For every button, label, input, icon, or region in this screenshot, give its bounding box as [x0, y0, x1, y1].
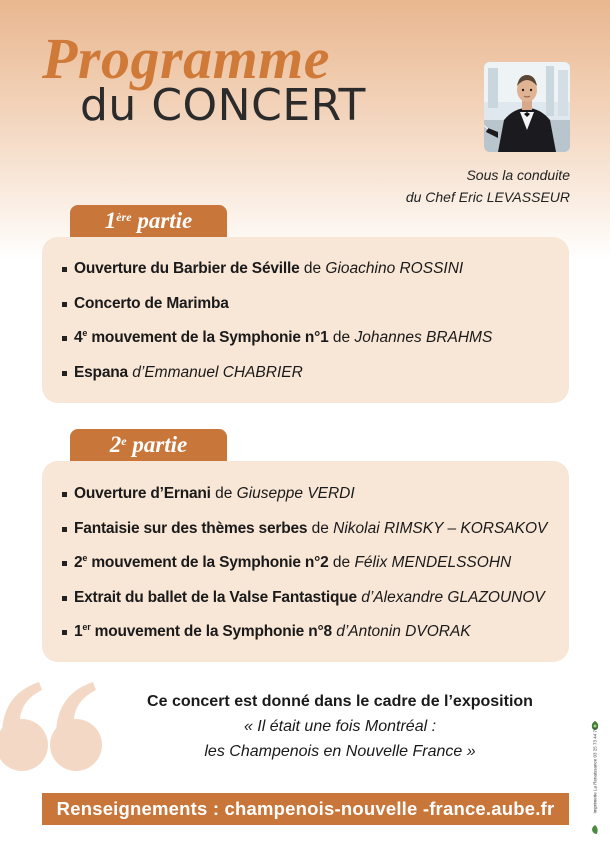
- conductor-photo-illustration: [484, 62, 570, 152]
- connector: de: [299, 260, 326, 277]
- printer-credit-text: Imprimerie La Renaissance 03 25 73 44 78: [592, 727, 598, 814]
- part2-list: [42, 461, 569, 650]
- conductor-note-line1: Sous la conduite: [466, 167, 570, 183]
- printer-credit: [585, 720, 605, 838]
- connector: de: [307, 519, 334, 537]
- conductor-photo: [484, 62, 570, 152]
- connector: de: [210, 485, 237, 502]
- part1-list: [42, 237, 569, 390]
- work-title: Ouverture d’Ernani: [74, 485, 211, 502]
- title-concert: [80, 80, 366, 131]
- part2-label-sup: e: [121, 434, 127, 448]
- exposition-text: [120, 689, 560, 764]
- conductor-note: [406, 164, 570, 208]
- work-sup: e: [82, 553, 88, 563]
- work-title: Concerto de Marimba: [74, 294, 229, 312]
- exposition-line1: Ce concert est donné dans le cadre de l’exposition: [147, 693, 533, 710]
- part2-box: [42, 461, 569, 662]
- info-banner: Renseignements : champenois-nouvelle -france.aube.fr: [42, 793, 569, 825]
- part2-item-4: [42, 581, 569, 616]
- work-number: 2: [74, 554, 83, 571]
- work-number: 4: [74, 329, 83, 346]
- work-rest: mouvement de la Symphonie n°1: [87, 329, 329, 346]
- exposition-line3: les Champenois en Nouvelle France »: [204, 743, 476, 760]
- quote-mark-icon: [0, 640, 104, 780]
- composer: Nikolai RIMSKY – KORSAKOV: [333, 519, 548, 537]
- recycle-leaf-icon: [590, 824, 600, 836]
- part1-item-1: [42, 252, 569, 287]
- title-programme: Programme: [42, 26, 331, 91]
- part2-label-number: 2: [109, 432, 122, 457]
- part1-label-word: partie: [131, 208, 193, 233]
- part2-item-1: [42, 477, 569, 512]
- part1-label: [70, 205, 227, 237]
- work-sup: e: [82, 328, 88, 338]
- work-title: Espana: [74, 363, 128, 381]
- work-rest: mouvement de la Symphonie n°2: [87, 554, 329, 571]
- composer: d’Alexandre GLAZOUNOV: [361, 588, 545, 606]
- work-title: Extrait du ballet de la Valse Fantastique: [74, 588, 357, 606]
- work-title: [74, 554, 329, 571]
- connector: de: [328, 554, 355, 571]
- work-number: 1: [74, 623, 83, 640]
- work-rest: mouvement de la Symphonie n°8: [90, 623, 332, 640]
- part1-label-sup: ère: [116, 210, 132, 224]
- connector: de: [328, 329, 355, 346]
- composer: d’Antonin DVORAK: [336, 623, 471, 640]
- part2-item-5: [42, 615, 569, 650]
- title-du: du: [80, 80, 137, 131]
- composer: Félix MENDELSSOHN: [354, 554, 512, 571]
- work-title: [74, 623, 332, 640]
- part1-label-number: 1: [104, 208, 117, 233]
- part2-label: [70, 429, 227, 461]
- work-sup: er: [82, 622, 91, 632]
- composer: Johannes BRAHMS: [354, 329, 493, 346]
- work-title: Fantaisie sur des thèmes serbes: [74, 519, 308, 537]
- composer: Giuseppe VERDI: [236, 485, 355, 502]
- part2-item-2: [42, 512, 569, 547]
- part2-label-word: partie: [126, 432, 188, 457]
- part1-item-4: [42, 356, 569, 391]
- work-title: Ouverture du Barbier de Séville: [74, 260, 300, 277]
- composer: Gioachino ROSSINI: [325, 260, 464, 277]
- part1-item-2: [42, 287, 569, 322]
- part1-box: [42, 237, 569, 403]
- title-concert-word: CONCERT: [151, 80, 366, 131]
- exposition-line2: « Il était une fois Montréal :: [243, 718, 437, 735]
- conductor-note-line2: du Chef Eric LEVASSEUR: [405, 189, 570, 205]
- work-title: [74, 329, 329, 346]
- composer: d’Emmanuel CHABRIER: [132, 363, 303, 381]
- part2-item-3: [42, 546, 569, 581]
- part1-item-3: [42, 321, 569, 356]
